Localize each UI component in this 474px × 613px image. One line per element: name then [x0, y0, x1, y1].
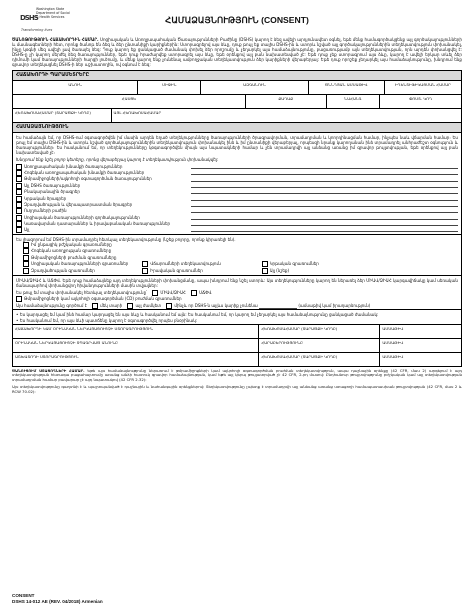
checkbox[interactable]	[127, 303, 133, 309]
agency-tagline: Transforming lives	[21, 28, 53, 32]
representative-name-field[interactable]: ՕՐԻՆԱԿԱՆ ՆԵՐԿԱՅԱՑՈՒՑՉԻ ՏՊԱԳՐՎԱԾ ԱՆՈՒՆԸ	[13, 339, 259, 352]
client-notice-heading: ԾԱՆՈԹՈՒԹՅՈՒՆ ՀԱՃԱԽՈՐԴԻՆ ՀԱՄԱՐ.	[12, 37, 99, 42]
form-footer	[12, 593, 103, 605]
option-label: Բնակարանային ծրագրեր	[24, 189, 80, 195]
records-box	[12, 235, 462, 276]
client-notice-text: Սոցիալական և Առողջապահական Ծառայությունների Բաժինը (DSHS) կարող է ձեզ ավելի արդյունավետ օգնել, եթե մենք համագործակցենք այլ գործակալությունների և մասնագետների հետ, որոնք ծանոթ են ձեզ և ձեր ընտանիքի կարիքներին: Ստորագրելով այս ձևը, դուք թույլ եք տալիս DSHS-ին և ստորև նշված այլ գործակալություններին տեղեկատվություն փոխանակել, ինչը կօգնի մեզ ավելի լավ ծառայել ձեզ: Դուք կարող եք ցանկացած ժամանակ փոխել ձեր որոշումը և չեղարկել այս համաձայնությունը, բացառությամբ այն տեղեկատվության, որն արդեն փոխանցվել է: DSHS-ը չի կարող մերժել ձեզ ծառայություններ, եթե դուք հրաժարվեք ստորագրել այս ձևը, եթե օրենքով այլ բան նախատեսված չէ: Եթե դուք չեք ստորագրում այս ձևը, կարող է ավելի երկար տևել ձեր դիմումի կամ ծառայությունների հարցի լուծումը, և մենք կարող ենք չունենալ ամբողջական տեղեկատվություն ձեր կարիքների վերաբերյալ: Եթե դուք որոշեք չեղարկել այս համաձայնությունը, խնդրում ենք գրավոր տեղեկացնել DSHS-ի ձեր աշխատողին, ով օգնում է ձեզ:	[12, 37, 462, 68]
footer-form-name: CONSENT	[12, 593, 35, 598]
city-field[interactable]: ՔԱՂԱՔ	[246, 95, 327, 108]
consent-section-heading: ՀԱՄԱՁԱՅՆՈՒԹՅՈՒՆ	[13, 123, 461, 133]
checkbox[interactable]	[16, 196, 22, 202]
recipient-notice-heading: ԾԱՆՈՒՑՈՒՄ ՍՏԱՑՈՂՆԵՐԻ ՀԱՄԱՐ.	[12, 367, 85, 373]
hiv-options	[13, 290, 461, 297]
agency-line-3: & Health Services	[36, 15, 65, 19]
option-label: Զբաղվածության և վերապատրաստման ծրագրեր	[24, 201, 133, 207]
option-label: Կառավարման դատարաններ և իրավաբանական ծառայություններ	[24, 220, 171, 226]
validity-row	[13, 303, 461, 310]
signature-phone-field[interactable]: ՀԵՌԱԽՈՍԱՀԱՄԱՐ (ՏԱՐԱԾՔԻ ԿՈԴԸ)	[259, 325, 380, 338]
middle-name-field[interactable]: ՄԻՋԻՆ	[138, 81, 201, 94]
client-address-row	[13, 95, 461, 109]
checkbox[interactable]	[23, 248, 29, 254]
zip-field[interactable]: ՓՈՍՏ. ԿՈԴ	[409, 95, 432, 101]
records-option-row	[13, 261, 461, 268]
option-label: Զբաղվածության գրառումներ	[31, 268, 95, 273]
other-phone-field[interactable]: ԱՅԼ ՀԵՌԱԽՈՍԱՀԱՄԱՐ	[113, 109, 162, 115]
checkbox[interactable]	[16, 170, 22, 176]
checkbox[interactable]	[16, 164, 22, 170]
form-header	[12, 5, 462, 37]
option-label: Կրթական ծրագրեր	[24, 195, 67, 201]
recipient-notice-text-1: Եթե այս համաձայնությունը ներառում է թմրամիջոցների կամ ալկոհոլի օգտագործման բուժման տեղեկատվություն, ապա դաշնային օրենքը (42 CFR, մաս 2) արգելում է այդ տեղեկատվության հետագա բացահայտումը առանց անձի հատուկ գրավոր համաձայնության, կամ եթե այլ կերպ թույլատրված չէ 42 CFR, 2-րդ մասով: Ընդհանուր թույլտվությունը բժշկական կամ այլ տեղեկատվության տրամադրման համար բավարար չէ այդ նպատակով (42 CFR 2.32):	[12, 367, 462, 383]
worker-signature-field[interactable]: ԱՇԽԱՏՈՂԻ ՍՏՈՐԱԳՐՈՒԹՅՈՒՆ	[13, 353, 259, 366]
option-label: Կրթական գրառումներ	[269, 261, 319, 267]
consent-checklist	[13, 164, 461, 234]
checkbox[interactable]	[23, 268, 29, 274]
ack-bullet-2: • Ես հասկանում եմ, որ այս ձևի պատճենը կարող է օգտագործվել որպես բնօրինակ:	[16, 317, 198, 323]
option-label: Թմրամիջոցների կամ ալկոհոլի օգտագործման (CD) բուժման գրառումներ	[24, 296, 182, 302]
recipient-notice	[12, 368, 462, 384]
state-field[interactable]: ՆԱՀԱՆԳ	[327, 95, 381, 108]
checkbox[interactable]	[16, 202, 22, 208]
option-label: Այլ	[24, 227, 30, 233]
option-label: ՄԻԱՎ/ՁԻԱՀ	[160, 289, 186, 295]
dshs-logo-mark: DSHS	[20, 14, 38, 22]
signature-date-field[interactable]: ԱՄՍԱԹԻՎ	[382, 325, 404, 331]
option-label: Հոգեկան առողջության գրառումները	[31, 248, 112, 254]
checkbox[interactable]	[92, 303, 98, 309]
client-info-box	[12, 70, 462, 123]
records-option[interactable]	[13, 242, 461, 249]
checkbox[interactable]	[16, 227, 22, 233]
option-label: մեկ տարի	[100, 302, 123, 308]
checkbox[interactable]	[152, 290, 158, 296]
client-phone-row	[13, 109, 461, 122]
checkbox[interactable]	[16, 296, 22, 302]
option-label: Այլ DSHS ծառայություններ	[24, 182, 81, 188]
cd-option[interactable]	[13, 296, 461, 303]
phone-field[interactable]: ՀԵՌԱԽՈՍԱՀԱՄԱՐ (ՏԱՐԱԾՔԻ ԿՈԴԸ)	[13, 109, 112, 122]
agency-line-1: Washington State	[36, 7, 65, 11]
option-label: Այլ (նշեք)	[269, 268, 290, 273]
option-label: Իմ ընթացիկ բժշկական գրառումները	[31, 241, 112, 247]
representative-date-field[interactable]: ԱՄՍԱԹԻՎ	[382, 339, 404, 345]
option-label: ՍՃՓՎ	[199, 289, 212, 295]
checkbox[interactable]	[166, 303, 172, 309]
option-label: մինչև որ DSHS-ն այլևս կարիք չունենա	[174, 302, 258, 308]
validity-label: Այս համաձայնությունը գործում է	[16, 302, 87, 308]
worker-date-field[interactable]: ԱՄՍԱԹԻՎ	[382, 353, 404, 359]
last-name-field[interactable]: ԱԶԳԱՆՈՒՆ	[201, 81, 309, 94]
worker-phone-field[interactable]: ՀԵՌԱԽՈՍԱՀԱՄԱՐ (ՏԱՐԱԾՔԻ ԿՈԴԸ)	[259, 353, 380, 366]
signature-row-3	[13, 353, 461, 366]
hiv-text: ՄԻԱՎ/ՁԻԱՀ և ՍՃՓՎ. Եթե դուք համաձայնեք այդ տեղեկությունների փոխանցմանը, ապա խնդրում ենք նշել ստորև: Այս տեղեկությունները կարող են ներառել ձեր ՄԻԱՎ/ՁԻԱՀ կարգավիճակը կամ սեռական ճանապարհով փոխանցվող հիվանդությունների մասին տվյալներ:	[16, 277, 458, 288]
checkbox[interactable]	[23, 261, 29, 267]
checkbox[interactable]	[16, 189, 22, 195]
option-label: Թմրամիջոցների/ալկոհոլի օգտագործման ծառայություններ	[24, 176, 152, 182]
validity-date-line[interactable]	[259, 308, 297, 309]
footer-form-number: DSHS 14-012 AE (REV. 04/2018) Armenian	[12, 599, 103, 604]
option-label: Առողջապահական խնամքի ծառայություններ	[24, 163, 123, 169]
checkbox[interactable]	[16, 176, 22, 182]
address-field[interactable]: ՀԱՍՑԵ	[13, 95, 246, 108]
option-label: այլ ժամկետ	[135, 302, 162, 308]
option-label: Ուղղումների բաժին	[24, 208, 67, 214]
checkbox[interactable]	[16, 221, 22, 227]
checkbox[interactable]	[142, 261, 148, 267]
ack-bullet-1: • Ես կարդացել եմ կամ ինձ համար կարդացել են այս ձևը և հասկանում եմ այն: Ես հասկանում եմ, որ կարող եմ չեղարկել այս համաձայնությունը ցանկացած ժամանակ:	[16, 312, 379, 318]
hiv-box	[12, 276, 462, 311]
checkbox[interactable]	[16, 215, 22, 221]
checkbox[interactable]	[142, 268, 148, 274]
client-notice	[12, 37, 462, 68]
records-option[interactable]	[13, 255, 461, 262]
hiv-question: Ես թույլ եմ տալիս փոխանակել հետևյալ տեղեկատվությունը՝	[16, 289, 148, 295]
option-label: Թմրամիջոցների բուժման գրառումները	[31, 254, 117, 260]
recipient-notice-2: Այս տեղեկատվությունը գաղտնի է և պաշտպանված է դաշնային և նահանգային օրենքներով: Տեղեկատվությունը չպետք է տրամադրվի այլ անձանց առանց ստացողի համապատասխան թույլտվության (42 CFR, մաս 2 և RCW 70.02):	[12, 383, 462, 394]
records-option-row	[13, 268, 461, 275]
consent-paragraph: Ես համաձայն եմ, որ DSHS-ում օգտագործվեն իմ մասին արդեն եղած տեղեկությունները ծառայությունների ծրագրավորման, տրամադրման և կոորդինացման համար, ինչպես նաև վճարման համար։ Ես թույլ եմ տալիս DSHS-ին և ստորև նշված գործակալություններին տեղեկատվություն փոխանակել ինձ և իմ ընտանիքի վերաբերյալ, որպեսզի նրանք կարողանան ինձ տրամադրել անհրաժեշտ օգնություն և ծառայություններ։ Ես հասկանում եմ, որ տեղեկությունները կօգտագործվեն միայն այս նպատակների համար և չեն տրամադրվի այլ անձանց առանց իմ գրավոր թույլտվության, եթե օրենքով այլ բան նախատեսված չէ։	[16, 134, 458, 155]
agency-line-2: Department of Social	[36, 11, 70, 15]
option-label: Իրավական գրառումներ	[150, 268, 203, 273]
checkbox[interactable]	[262, 261, 268, 267]
checkbox[interactable]	[23, 242, 29, 248]
checkbox[interactable]	[262, 268, 268, 274]
checkbox[interactable]	[16, 208, 22, 214]
checkbox[interactable]	[191, 290, 197, 296]
relationship-field[interactable]: ՀԱՐԱԲԵՐՈՒԹՅՈՒՆԸ	[259, 339, 380, 352]
option-label: Սոցիալական ծառայությունների գրառումներ	[31, 261, 129, 267]
option-label: Վճարումների տեղեկատվություն	[150, 261, 221, 267]
birth-date-field[interactable]: ԾՆՆԴՅԱՆ ԱՄՍԱԹԻՎ	[309, 81, 385, 94]
first-name-field[interactable]: ԱՆՈՒՆ	[13, 81, 138, 94]
signature-row-1	[13, 324, 461, 339]
client-name-row	[13, 81, 461, 95]
signature-row-2	[13, 339, 461, 353]
consent-instruction: Խնդրում ենք նշել բոլոր կետերը, որոնց վերաբերյալ կարող է տեղեկատվություն փոխանակվել:	[16, 156, 219, 162]
form-title: ՀԱՄԱՁԱՅՆՈՒԹՅՈՒՆ (CONSENT)	[165, 15, 309, 25]
checkbox[interactable]	[16, 183, 22, 189]
signature-box	[12, 310, 462, 366]
client-section-heading: ՀԱՃԱԽՈՐԴԻ ՊԱՐԱՄԵՏՐԵՐԸ	[13, 71, 461, 81]
records-option[interactable]	[13, 248, 461, 255]
validity-suffix: (ամսաթիվ կամ իրադարձություն)	[298, 302, 371, 308]
consent-option[interactable]	[16, 227, 458, 233]
records-lead: Ես լիազորում եմ DSHS-ին տրամադրել հետևյալ տեղեկատվությունը (նշեք բոլորը, որոնք կիրառելի են).	[16, 236, 236, 242]
option-label: Սոցիալական ծառայությունների գործակալություններ	[24, 214, 140, 220]
client-signature-field[interactable]: ՀԱՃԱԽՈՐԴԻ ԿԱՄ ՕՐԻՆԱԿԱՆ ՆԵՐԿԱՅԱՑՈՒՑՉԻ ՍՏՈՐԱԳՐՈՒԹՅՈՒՆ	[13, 325, 259, 338]
consent-box	[12, 123, 462, 235]
client-id-field[interactable]: ԻԴԵՆՏԻՖԻԿԱՑՄԱՆ ՀԱՄԱՐ	[394, 81, 451, 87]
option-label: Հոգեկան առողջապահական խնամքի ծառայություններ	[24, 170, 145, 176]
checkbox[interactable]	[23, 255, 29, 261]
